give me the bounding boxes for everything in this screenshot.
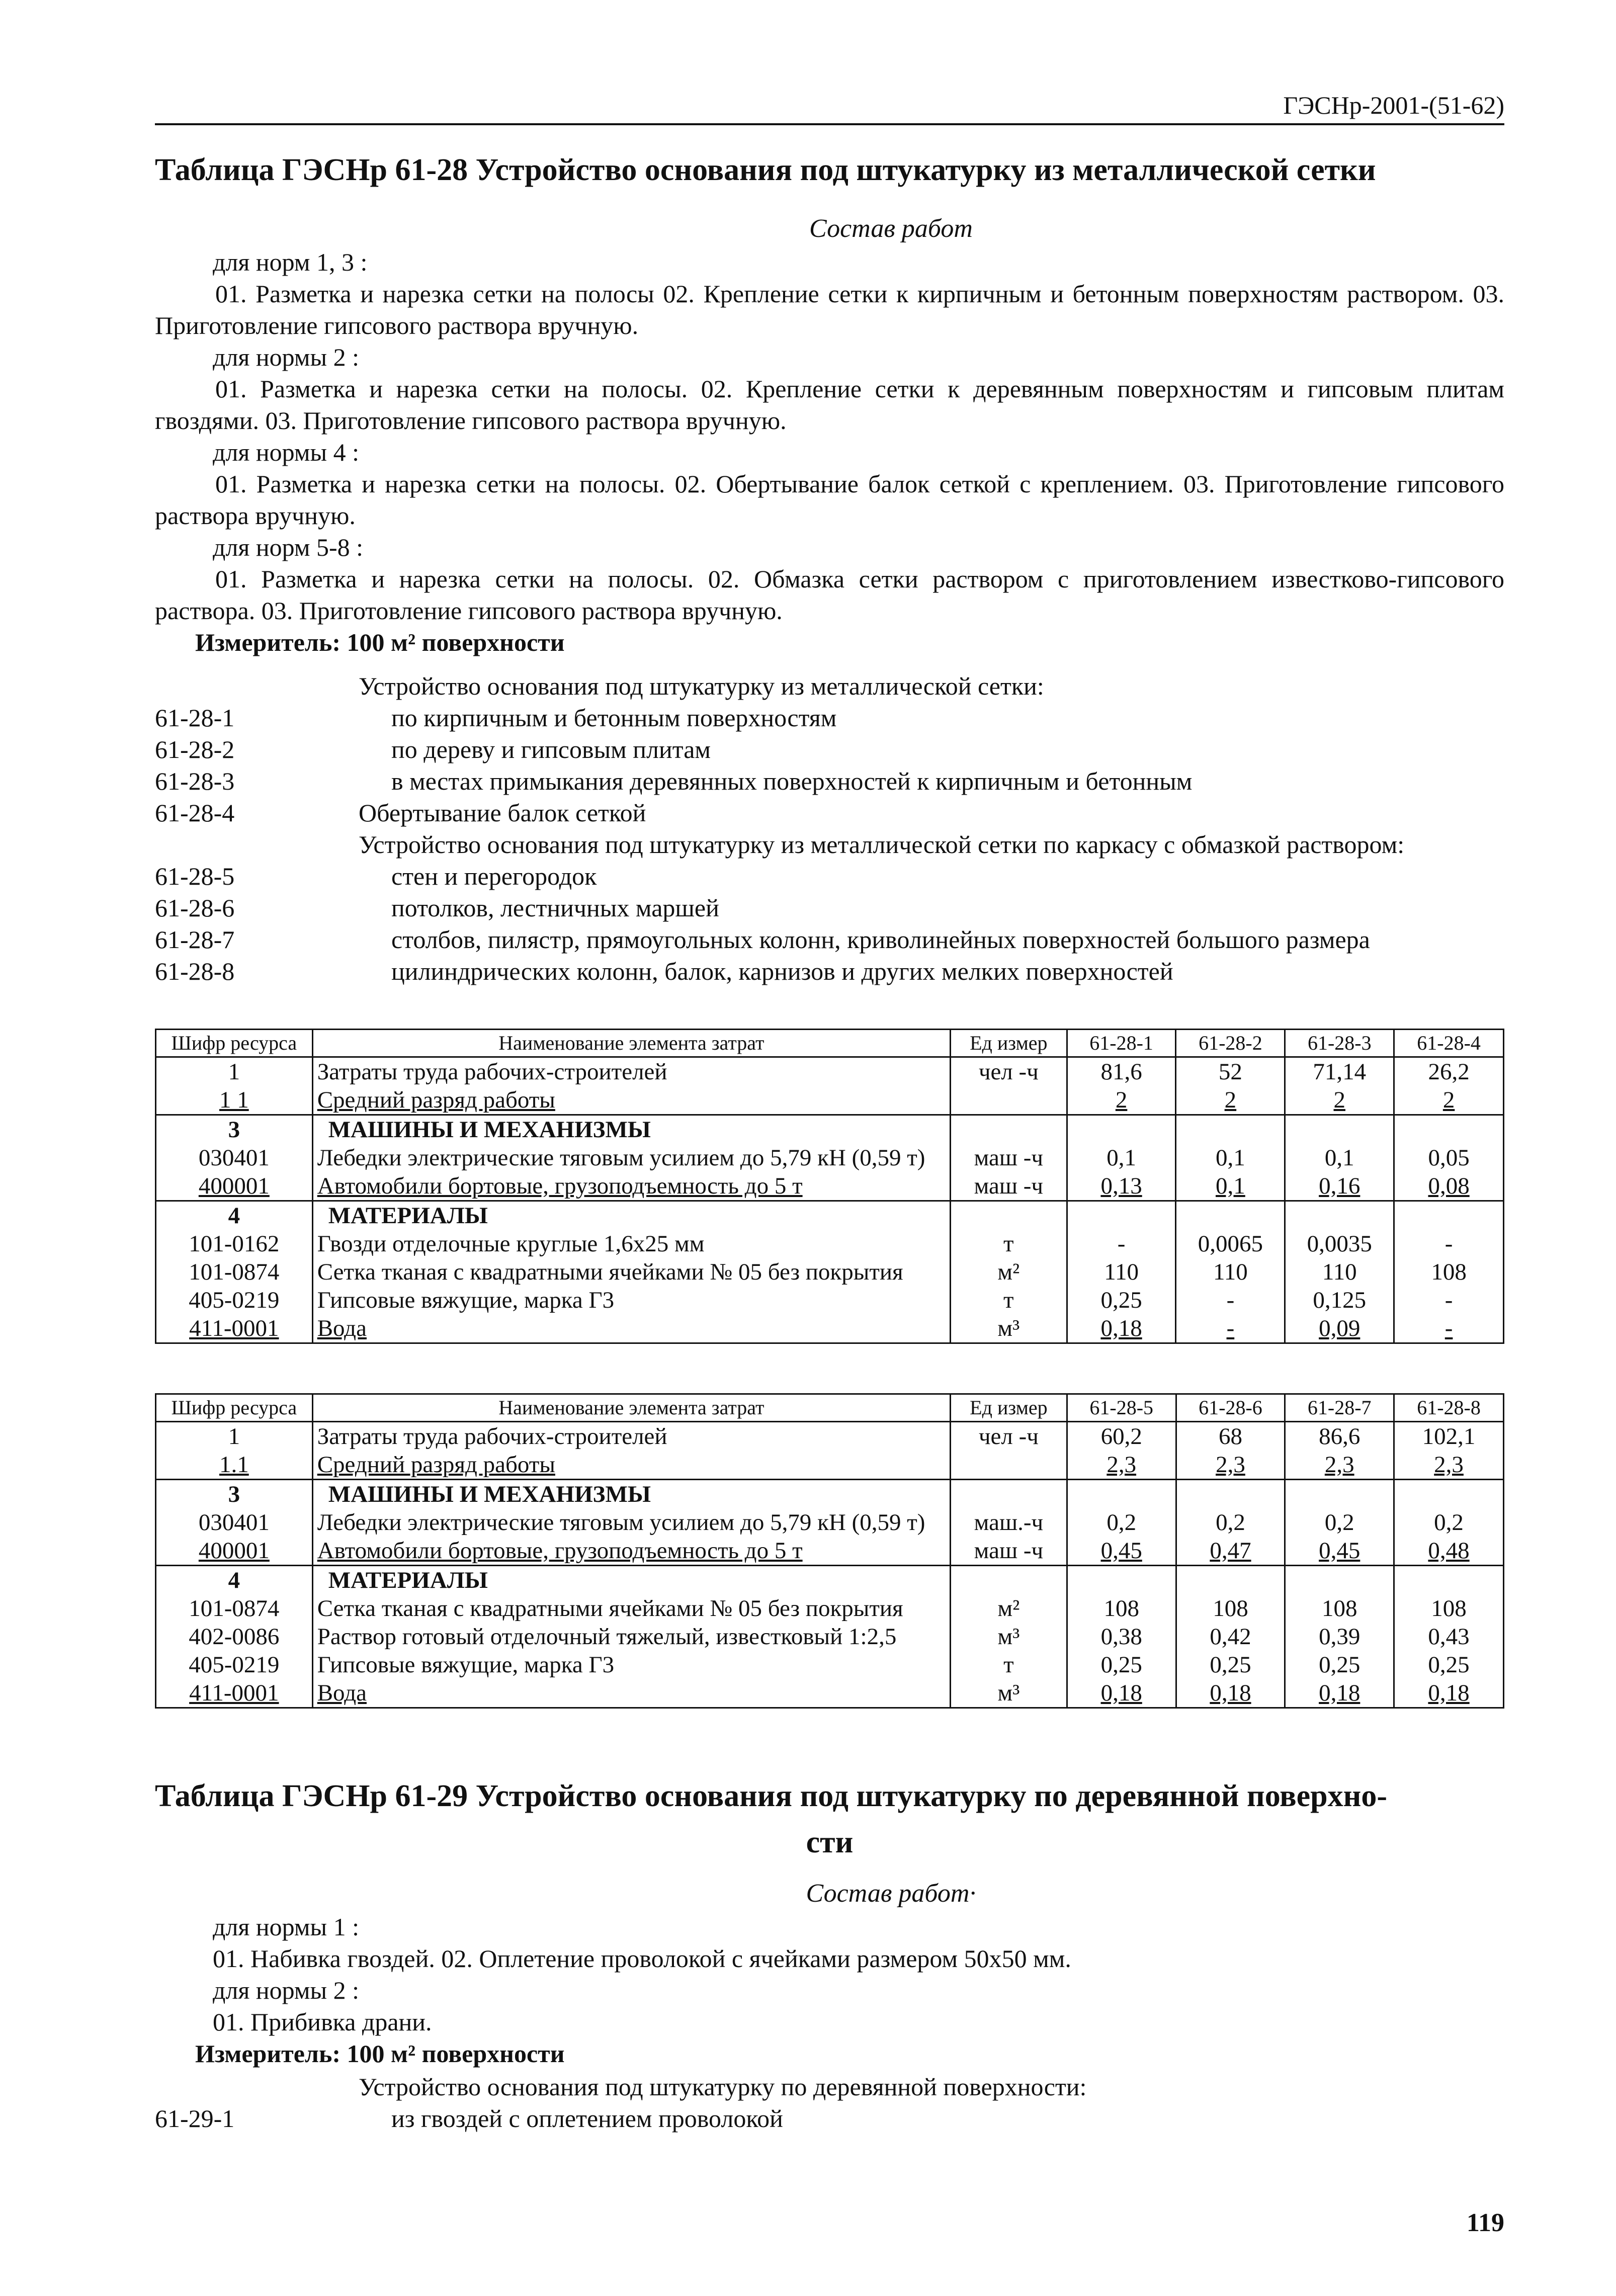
norm-code: 61-28-7 bbox=[155, 925, 235, 954]
norm-description: цилиндрических колонн, балок, карнизов и других мелких поверхностей bbox=[391, 957, 1173, 985]
resource-value: 60,2 bbox=[1067, 1422, 1176, 1451]
resource-value: 2,3 bbox=[1394, 1451, 1504, 1480]
resource-name: Автомобили бортовые, грузоподъемность до 5 т bbox=[312, 1537, 950, 1566]
table-row bbox=[156, 1537, 1504, 1566]
resource-unit: маш -ч bbox=[950, 1172, 1067, 1201]
resource-value: - bbox=[1394, 1314, 1504, 1343]
resource-value bbox=[1176, 1480, 1285, 1509]
norm-row bbox=[155, 956, 1504, 987]
resource-value: 71,14 bbox=[1285, 1057, 1394, 1086]
header-name: Наименование элемента затрат bbox=[312, 1030, 950, 1057]
resource-value: 0,18 bbox=[1067, 1679, 1176, 1708]
resource-value: 0,2 bbox=[1067, 1508, 1176, 1537]
resource-value: 0,08 bbox=[1394, 1172, 1504, 1201]
resource-value: - bbox=[1394, 1286, 1504, 1314]
resource-name: Вода bbox=[312, 1679, 950, 1708]
resource-value: 0,18 bbox=[1067, 1314, 1176, 1343]
resource-value: 68 bbox=[1176, 1422, 1285, 1451]
resource-name: Лебедки электрические тяговым усилием до 5,79 кН (0,59 т) bbox=[312, 1144, 950, 1172]
group-heading: Устройство основания под штукатурку по деревянной поверхности: bbox=[359, 2073, 1087, 2101]
resource-value: 108 bbox=[1394, 1258, 1504, 1286]
composition-text: 01. Разметка и нарезка сетки на полосы. 02. Обмазка сетки раствором с приготовлением известково-гипсового раствора. 03. Приготовление гипсового раствора вручную. bbox=[155, 565, 1504, 625]
table-row bbox=[156, 1679, 1504, 1708]
resource-value: 0,125 bbox=[1285, 1286, 1394, 1314]
resource-value: 110 bbox=[1067, 1258, 1176, 1286]
resource-value bbox=[1285, 1115, 1394, 1144]
composition-norms: для нормы 4 : bbox=[213, 438, 360, 466]
resource-code: 400001 bbox=[156, 1172, 313, 1201]
resource-value: 0,45 bbox=[1285, 1537, 1394, 1566]
resource-unit: м³ bbox=[951, 1623, 1067, 1651]
resource-name: Затраты труда рабочих-строителей bbox=[312, 1057, 950, 1086]
resource-unit: чел -ч bbox=[951, 1422, 1067, 1451]
composition-norms: для норм 5-8 : bbox=[213, 533, 364, 561]
resource-value: 0,47 bbox=[1176, 1537, 1285, 1566]
resource-value: - bbox=[1176, 1286, 1285, 1314]
norm-description: по кирпичным и бетонным поверхностям bbox=[391, 704, 837, 732]
resource-name: Раствор готовый отделочный тяжелый, известковый 1:2,5 bbox=[312, 1623, 950, 1651]
resource-value: 0,09 bbox=[1285, 1314, 1394, 1343]
norm-row bbox=[155, 2103, 1504, 2135]
norm-code: 61-28-2 bbox=[155, 735, 235, 763]
document-code-header: ГЭСНр-2001-(51-62) bbox=[1283, 91, 1504, 119]
resource-value: 110 bbox=[1176, 1258, 1285, 1286]
composition-block-61-29 bbox=[155, 1911, 1504, 2070]
norm-description: стен и перегородок bbox=[391, 862, 597, 890]
resource-name: МАТЕРИАЛЫ bbox=[312, 1566, 950, 1595]
table-row bbox=[156, 1144, 1504, 1172]
resource-code: 030401 bbox=[156, 1508, 313, 1537]
resource-code: 405-0219 bbox=[156, 1286, 313, 1314]
table-row bbox=[156, 1422, 1504, 1451]
resource-code: 3 bbox=[156, 1480, 313, 1509]
resource-value: 0,25 bbox=[1285, 1651, 1394, 1679]
resource-value: 110 bbox=[1285, 1258, 1394, 1286]
resource-unit: маш -ч bbox=[951, 1537, 1067, 1566]
norm-code-list-61-29 bbox=[155, 2071, 1504, 2135]
table-row bbox=[156, 1314, 1504, 1343]
norm-description: из гвоздей с оплетением проволокой bbox=[391, 2104, 783, 2133]
table-row bbox=[156, 1115, 1504, 1144]
group-heading-row bbox=[155, 2071, 1504, 2103]
table-61-29-title bbox=[155, 1773, 1504, 1865]
header-code: Шифр ресурса bbox=[156, 1394, 313, 1422]
resource-value: 108 bbox=[1176, 1594, 1285, 1623]
group-heading-row bbox=[155, 670, 1504, 702]
table-row bbox=[156, 1230, 1504, 1258]
norm-row bbox=[155, 861, 1504, 892]
resource-value: 26,2 bbox=[1394, 1057, 1504, 1086]
resource-value: 0,25 bbox=[1176, 1651, 1285, 1679]
table-61-29-title-line2: сти bbox=[806, 1825, 854, 1859]
norm-description: в местах примыкания деревянных поверхностей к кирпичным и бетонным bbox=[391, 767, 1193, 795]
resource-code: 4 bbox=[156, 1566, 313, 1595]
resource-code: 400001 bbox=[156, 1537, 313, 1566]
resource-table-61-28-1-4 bbox=[155, 1029, 1504, 1344]
table-row bbox=[156, 1451, 1504, 1480]
norm-code: 61-29-1 bbox=[155, 2104, 235, 2133]
header-unit: Ед измер bbox=[951, 1394, 1067, 1422]
table-row bbox=[156, 1480, 1504, 1509]
header-rule bbox=[155, 123, 1504, 125]
norm-row bbox=[155, 797, 1504, 829]
group-heading: Устройство основания под штукатурку из металлической сетки: bbox=[359, 672, 1044, 700]
resource-name: Лебедки электрические тяговым усилием до 5,79 кН (0,59 т) bbox=[312, 1508, 950, 1537]
resource-name: Гвозди отделочные круглые 1,6x25 мм bbox=[312, 1230, 950, 1258]
norm-description: Обертывание балок сеткой bbox=[359, 799, 646, 827]
table-row bbox=[156, 1594, 1504, 1623]
resource-value bbox=[1394, 1201, 1504, 1230]
resource-value bbox=[1285, 1480, 1394, 1509]
resource-value: 0,18 bbox=[1176, 1679, 1285, 1708]
resource-name: Сетка тканая с квадратными ячейками № 05 без покрытия bbox=[312, 1258, 950, 1286]
composition-norms: для норм 1, 3 : bbox=[213, 248, 368, 276]
resource-name: МАШИНЫ И МЕХАНИЗМЫ bbox=[312, 1480, 950, 1509]
resource-unit bbox=[950, 1201, 1067, 1230]
resource-value: 0,2 bbox=[1394, 1508, 1504, 1537]
table-header-row bbox=[156, 1030, 1504, 1057]
header-norm: 61-28-4 bbox=[1394, 1030, 1504, 1057]
resource-code: 030401 bbox=[156, 1144, 313, 1172]
resource-code: 411-0001 bbox=[156, 1679, 313, 1708]
resource-value: 102,1 bbox=[1394, 1422, 1504, 1451]
resource-code: 405-0219 bbox=[156, 1651, 313, 1679]
table-row bbox=[156, 1508, 1504, 1537]
resource-unit: м³ bbox=[950, 1314, 1067, 1343]
resource-code: 101-0162 bbox=[156, 1230, 313, 1258]
resource-value: 108 bbox=[1285, 1594, 1394, 1623]
resource-name: Гипсовые вяжущие, марка Г3 bbox=[312, 1651, 950, 1679]
norm-row bbox=[155, 734, 1504, 766]
resource-value: 2 bbox=[1067, 1086, 1176, 1115]
resource-name: Автомобили бортовые, грузоподъемность до 5 т bbox=[312, 1172, 950, 1201]
norm-description: потолков, лестничных маршей bbox=[391, 894, 719, 922]
norm-code: 61-28-4 bbox=[155, 799, 235, 827]
resource-value: 0,45 bbox=[1067, 1537, 1176, 1566]
resource-name: Средний разряд работы bbox=[312, 1451, 950, 1480]
resource-value: 0,1 bbox=[1285, 1144, 1394, 1172]
resource-name: Затраты труда рабочих-строителей bbox=[312, 1422, 950, 1451]
composition-norms: для нормы 2 : bbox=[213, 343, 360, 371]
resource-value: 2,3 bbox=[1285, 1451, 1394, 1480]
resource-unit: м³ bbox=[951, 1679, 1067, 1708]
resource-value: 0,05 bbox=[1394, 1144, 1504, 1172]
norm-row bbox=[155, 924, 1504, 956]
resource-name: Гипсовые вяжущие, марка Г3 bbox=[312, 1286, 950, 1314]
header-norm: 61-28-1 bbox=[1067, 1030, 1176, 1057]
norm-row bbox=[155, 892, 1504, 924]
resource-value: 2,3 bbox=[1067, 1451, 1176, 1480]
resource-value: 0,43 bbox=[1394, 1623, 1504, 1651]
resource-unit: м² bbox=[950, 1258, 1067, 1286]
header-norm: 61-28-5 bbox=[1067, 1394, 1176, 1422]
composition-block-61-28 bbox=[155, 246, 1504, 658]
resource-table-61-28-5-8 bbox=[155, 1393, 1504, 1709]
measure-unit: Измеритель: 100 м² поверхности bbox=[195, 628, 565, 656]
resource-value: 2 bbox=[1176, 1086, 1285, 1115]
composition-norms: для нормы 1 : bbox=[213, 1913, 360, 1941]
resource-unit bbox=[950, 1115, 1067, 1144]
resource-value bbox=[1176, 1115, 1285, 1144]
resource-unit: т bbox=[950, 1230, 1067, 1258]
resource-value: 108 bbox=[1067, 1594, 1176, 1623]
resource-value: 0,0035 bbox=[1285, 1230, 1394, 1258]
composition-text: 01. Набивка гвоздей. 02. Оплетение проволокой с ячейками размером 50x50 мм. bbox=[213, 1944, 1071, 1973]
resource-value bbox=[1394, 1566, 1504, 1595]
resource-value: 0,0065 bbox=[1176, 1230, 1285, 1258]
resource-value bbox=[1176, 1566, 1285, 1595]
resource-value: 0,25 bbox=[1394, 1651, 1504, 1679]
table-row bbox=[156, 1172, 1504, 1201]
resource-value: 0,18 bbox=[1285, 1679, 1394, 1708]
composition-text: 01. Разметка и нарезка сетки на полосы 02. Крепление сетки к кирпичным и бетонным поверхностям раствором. 03. Приготовление гипсового раствора вручную. bbox=[155, 280, 1504, 339]
group-heading-row bbox=[155, 829, 1504, 861]
resource-value: 86,6 bbox=[1285, 1422, 1394, 1451]
resource-value bbox=[1067, 1201, 1176, 1230]
resource-code: 1 bbox=[156, 1422, 313, 1451]
resource-value: 0,13 bbox=[1067, 1172, 1176, 1201]
resource-name: Вода bbox=[312, 1314, 950, 1343]
resource-value bbox=[1067, 1566, 1176, 1595]
resource-value: 52 bbox=[1176, 1057, 1285, 1086]
norm-code: 61-28-6 bbox=[155, 894, 235, 922]
resource-code: 1 1 bbox=[156, 1086, 313, 1115]
resource-value: 0,1 bbox=[1176, 1144, 1285, 1172]
resource-code: 4 bbox=[156, 1201, 313, 1230]
resource-value: 0,38 bbox=[1067, 1623, 1176, 1651]
resource-value: 81,6 bbox=[1067, 1057, 1176, 1086]
resource-unit: т bbox=[950, 1286, 1067, 1314]
resource-value: 108 bbox=[1394, 1594, 1504, 1623]
table-row bbox=[156, 1566, 1504, 1595]
norm-code: 61-28-3 bbox=[155, 767, 235, 795]
resource-value: 2 bbox=[1394, 1086, 1504, 1115]
resource-value bbox=[1176, 1201, 1285, 1230]
norm-description: по дереву и гипсовым плитам bbox=[391, 735, 711, 763]
resource-code: 101-0874 bbox=[156, 1594, 313, 1623]
norm-code: 61-28-1 bbox=[155, 704, 235, 732]
resource-value: 2,3 bbox=[1176, 1451, 1285, 1480]
resource-unit: т bbox=[951, 1651, 1067, 1679]
resource-value: 0,25 bbox=[1067, 1286, 1176, 1314]
measure-unit: Измеритель: 100 м² поверхности bbox=[195, 2039, 565, 2068]
header-name: Наименование элемента затрат bbox=[312, 1394, 950, 1422]
norm-description: столбов, пилястр, прямоугольных колонн, криволинейных поверхностей большого размера bbox=[391, 925, 1370, 954]
composition-heading-61-29: Состав работ· bbox=[806, 1879, 976, 1908]
header-norm: 61-28-7 bbox=[1285, 1394, 1394, 1422]
table-header-row bbox=[156, 1394, 1504, 1422]
resource-value: 2 bbox=[1285, 1086, 1394, 1115]
table-row bbox=[156, 1086, 1504, 1115]
norm-row bbox=[155, 766, 1504, 797]
table-row bbox=[156, 1286, 1504, 1314]
resource-value: 0,42 bbox=[1176, 1623, 1285, 1651]
table-row bbox=[156, 1651, 1504, 1679]
resource-value: - bbox=[1067, 1230, 1176, 1258]
header-norm: 61-28-2 bbox=[1176, 1030, 1285, 1057]
resource-unit: чел -ч bbox=[950, 1057, 1067, 1086]
table-row bbox=[156, 1258, 1504, 1286]
resource-name: МАШИНЫ И МЕХАНИЗМЫ bbox=[312, 1115, 950, 1144]
resource-code: 1.1 bbox=[156, 1451, 313, 1480]
header-unit: Ед измер bbox=[950, 1030, 1067, 1057]
resource-value: 0,18 bbox=[1394, 1679, 1504, 1708]
resource-code: 3 bbox=[156, 1115, 313, 1144]
resource-value: 0,39 bbox=[1285, 1623, 1394, 1651]
resource-value: 0,1 bbox=[1067, 1144, 1176, 1172]
resource-value bbox=[1394, 1480, 1504, 1509]
resource-code: 402-0086 bbox=[156, 1623, 313, 1651]
resource-value: - bbox=[1394, 1230, 1504, 1258]
table-row bbox=[156, 1201, 1504, 1230]
resource-name: Средний разряд работы bbox=[312, 1086, 950, 1115]
resource-value: 0,25 bbox=[1067, 1651, 1176, 1679]
composition-heading-61-28: Состав работ bbox=[809, 214, 973, 243]
resource-unit bbox=[951, 1480, 1067, 1509]
norm-code: 61-28-8 bbox=[155, 957, 235, 985]
composition-text: 01. Прибивка драни. bbox=[213, 2008, 432, 2036]
resource-unit: м² bbox=[951, 1594, 1067, 1623]
resource-value bbox=[1285, 1566, 1394, 1595]
resource-name: Сетка тканая с квадратными ячейками № 05 без покрытия bbox=[312, 1594, 950, 1623]
resource-value bbox=[1285, 1201, 1394, 1230]
resource-unit: маш -ч bbox=[950, 1144, 1067, 1172]
resource-value bbox=[1394, 1115, 1504, 1144]
norm-code-list-61-28 bbox=[155, 670, 1504, 987]
resource-unit: маш.-ч bbox=[951, 1508, 1067, 1537]
header-norm: 61-28-6 bbox=[1176, 1394, 1285, 1422]
page-number: 119 bbox=[1466, 2208, 1504, 2237]
header-code: Шифр ресурса bbox=[156, 1030, 313, 1057]
resource-value: 0,48 bbox=[1394, 1537, 1504, 1566]
resource-value: 0,1 bbox=[1176, 1172, 1285, 1201]
resource-name: МАТЕРИАЛЫ bbox=[312, 1201, 950, 1230]
resource-unit bbox=[951, 1451, 1067, 1480]
resource-unit bbox=[950, 1086, 1067, 1115]
resource-code: 1 bbox=[156, 1057, 313, 1086]
header-norm: 61-28-3 bbox=[1285, 1030, 1394, 1057]
resource-value: - bbox=[1176, 1314, 1285, 1343]
composition-norms: для нормы 2 : bbox=[213, 1976, 360, 2004]
table-row bbox=[156, 1623, 1504, 1651]
resource-unit bbox=[951, 1566, 1067, 1595]
group-heading: Устройство основания под штукатурку из металлической сетки по каркасу с обмазкой раствором: bbox=[359, 830, 1405, 859]
resource-code: 101-0874 bbox=[156, 1258, 313, 1286]
table-61-29-title-line1: Таблица ГЭСНр 61-29 Устройство основания под штукатурку по деревянной поверхно- bbox=[155, 1779, 1387, 1813]
norm-row bbox=[155, 702, 1504, 734]
norm-code: 61-28-5 bbox=[155, 862, 235, 890]
resource-value bbox=[1067, 1115, 1176, 1144]
table-row bbox=[156, 1057, 1504, 1086]
composition-text: 01. Разметка и нарезка сетки на полосы. 02. Крепление сетки к деревянным поверхностям и гипсовым плитам гвоздями. 03. Приготовление гипсового раствора вручную. bbox=[155, 375, 1504, 435]
table-61-28-title: Таблица ГЭСНр 61-28 Устройство основания под штукатурку из металлической сетки bbox=[155, 153, 1376, 187]
resource-code: 411-0001 bbox=[156, 1314, 313, 1343]
header-norm: 61-28-8 bbox=[1394, 1394, 1504, 1422]
resource-value bbox=[1067, 1480, 1176, 1509]
resource-value: 0,2 bbox=[1285, 1508, 1394, 1537]
resource-value: 0,16 bbox=[1285, 1172, 1394, 1201]
resource-value: 0,2 bbox=[1176, 1508, 1285, 1537]
composition-text: 01. Разметка и нарезка сетки на полосы. 02. Обертывание балок сеткой с креплением. 03. Приготовление гипсового раствора вручную. bbox=[155, 470, 1504, 530]
